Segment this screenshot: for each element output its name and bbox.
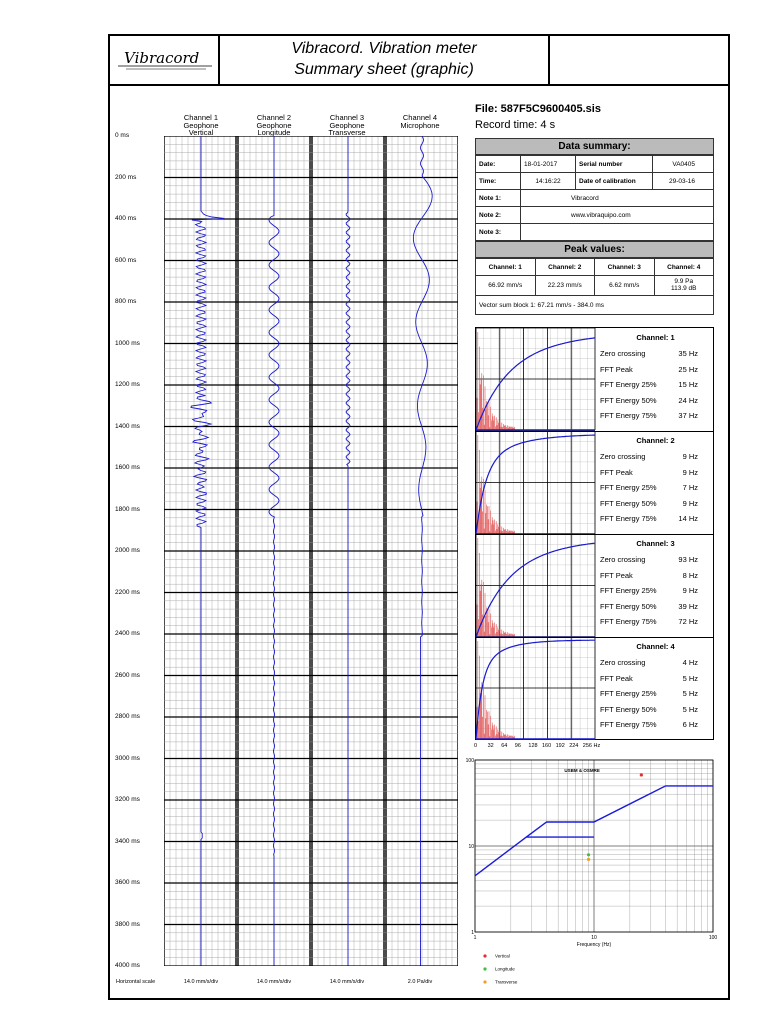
time-value: 14:16:22 bbox=[521, 173, 576, 190]
fft-spectrum bbox=[477, 538, 515, 637]
peak-header: Channel: 1 bbox=[476, 259, 536, 276]
peak-values-table bbox=[475, 258, 714, 315]
time-label: 2400 ms bbox=[115, 630, 140, 637]
time-label: 3600 ms bbox=[115, 879, 140, 886]
channel-header-line: Geophone bbox=[183, 120, 219, 130]
peak-value: 9.9 Pa bbox=[674, 278, 694, 285]
usbm-point bbox=[587, 853, 590, 856]
calibration-label: Date of calibration bbox=[576, 173, 653, 190]
peak-values-heading: Peak values: bbox=[475, 241, 714, 258]
fft-x-tick: 224 bbox=[569, 743, 579, 749]
legend-marker bbox=[483, 980, 486, 983]
fft-divider bbox=[475, 431, 714, 432]
fft-row-label: FFT Peak bbox=[600, 570, 633, 580]
time-label: 3800 ms bbox=[115, 920, 140, 928]
fft-row-value: 6 Hz bbox=[682, 720, 698, 729]
time-label: 200 ms bbox=[115, 173, 137, 181]
time-label: 1400 ms bbox=[115, 422, 140, 430]
channel-header-line: Longitude bbox=[257, 128, 291, 137]
time-label: 1200 ms bbox=[115, 381, 140, 388]
waveform-chart bbox=[164, 136, 458, 966]
fft-row-label: Zero crossing bbox=[600, 555, 646, 564]
usbm-x-tick: 100 bbox=[708, 935, 718, 941]
peak-header: Channel: 2 bbox=[535, 259, 595, 276]
fft-row-label: FFT Energy 75% bbox=[600, 411, 657, 420]
data-summary-table bbox=[475, 155, 714, 241]
channel-header-line: Channel 4 bbox=[402, 113, 438, 122]
channel-header bbox=[312, 114, 382, 137]
fft-row-value: 15 Hz bbox=[678, 380, 698, 389]
time-label: 400 ms bbox=[115, 215, 137, 222]
channel-scale: 14.0 mm/s/div bbox=[329, 979, 365, 985]
channel-header-line: Transverse bbox=[328, 128, 366, 137]
note3-value bbox=[521, 224, 714, 241]
usbm-osmre-chart bbox=[460, 752, 718, 988]
time-label: 3400 ms bbox=[115, 837, 140, 845]
fft-row-value: 24 Hz bbox=[678, 395, 698, 405]
data-summary-heading: Data summary: bbox=[475, 138, 714, 155]
channel-header bbox=[239, 114, 309, 137]
usbm-x-tick: 10 bbox=[591, 935, 597, 941]
header-divider bbox=[108, 84, 730, 86]
fft-channel-title: Channel: 2 bbox=[636, 436, 675, 445]
date-label: Date: bbox=[476, 156, 521, 173]
fft-row-label: FFT Peak bbox=[600, 467, 633, 477]
fft-row-label: FFT Energy 75% bbox=[600, 514, 657, 523]
fft-row-label: FFT Energy 50% bbox=[600, 601, 657, 611]
time-label: 2800 ms bbox=[115, 713, 140, 720]
fft-divider bbox=[475, 637, 714, 638]
time-label: 2000 ms bbox=[115, 547, 140, 554]
fft-chart bbox=[476, 637, 595, 739]
fft-spectrum bbox=[477, 435, 515, 534]
channel-scale: 14.0 mm/s/div bbox=[183, 979, 219, 985]
time-label: 3200 ms bbox=[115, 796, 140, 803]
fft-row-label: FFT Energy 25% bbox=[600, 689, 657, 698]
fft-row-label: FFT Energy 75% bbox=[600, 617, 657, 626]
peak-header: Channel: 4 bbox=[654, 259, 714, 276]
time-label: 3000 ms bbox=[115, 754, 140, 762]
usbm-x-label: Frequency (Hz) bbox=[576, 942, 612, 948]
fft-row-value: 93 Hz bbox=[678, 555, 698, 564]
fft-x-tick: 0 bbox=[474, 743, 478, 749]
calibration-value: 29-03-16 bbox=[653, 173, 714, 190]
fft-row-label: FFT Peak bbox=[600, 673, 633, 683]
channel-header-line: Channel 2 bbox=[256, 113, 292, 122]
channel-header-line: Geophone bbox=[256, 120, 292, 130]
note3-label: Note 3: bbox=[476, 224, 521, 241]
fft-x-tick: 128 bbox=[528, 743, 538, 749]
note1-value: Vibracord bbox=[521, 190, 714, 207]
legend-label: Vertical bbox=[495, 953, 510, 959]
usbm-y-tick: 100 bbox=[465, 758, 474, 764]
channel-scale: 14.0 mm/s/div bbox=[256, 979, 292, 985]
fft-channel-title: Channel: 3 bbox=[636, 539, 675, 548]
fft-row-value: 9 Hz bbox=[682, 467, 698, 477]
fft-row-label: FFT Peak bbox=[600, 364, 633, 374]
channel-header bbox=[385, 114, 455, 129]
time-label: 1600 ms bbox=[115, 464, 140, 471]
usbm-x-tick: 1 bbox=[473, 935, 477, 941]
fft-divider bbox=[475, 534, 714, 535]
fft-row-label: FFT Energy 50% bbox=[600, 395, 657, 405]
legend-marker bbox=[483, 967, 486, 970]
fft-row-label: FFT Energy 75% bbox=[600, 720, 657, 729]
horizontal-scale-label: Horizontal scale bbox=[116, 979, 156, 985]
fft-row-label: Zero crossing bbox=[600, 452, 646, 461]
time-label: Time: bbox=[476, 173, 521, 190]
note2-label: Note 2: bbox=[476, 207, 521, 224]
time-label: 2200 ms bbox=[115, 588, 140, 596]
note2-value: www.vibraquipo.com bbox=[521, 207, 714, 224]
time-label: 1000 ms bbox=[115, 339, 140, 347]
fft-row-label: FFT Energy 50% bbox=[600, 498, 657, 508]
channel-header-line: Channel 1 bbox=[183, 113, 219, 122]
serial-value: VA0405 bbox=[653, 156, 714, 173]
fft-row-label: FFT Energy 25% bbox=[600, 483, 657, 492]
fft-row-value: 4 Hz bbox=[682, 658, 698, 667]
file-name: File: 587F5C9600405.sis bbox=[475, 103, 601, 115]
fft-row-label: FFT Energy 25% bbox=[600, 380, 657, 389]
fft-channel-title: Channel: 1 bbox=[636, 333, 675, 342]
title-line-2: Summary sheet (graphic) bbox=[294, 61, 474, 78]
usbm-point bbox=[587, 858, 590, 861]
fft-chart bbox=[476, 534, 595, 637]
usbm-y-tick: 10 bbox=[468, 844, 474, 850]
fft-row-value: 5 Hz bbox=[682, 673, 698, 683]
usbm-point bbox=[640, 773, 643, 776]
fft-row-value: 5 Hz bbox=[682, 704, 698, 714]
serial-label: Serial number bbox=[576, 156, 653, 173]
time-label: 4000 ms bbox=[115, 962, 140, 969]
page-title bbox=[220, 38, 548, 80]
legend-label: Longitude bbox=[495, 966, 515, 972]
legend-label: Transverse bbox=[495, 979, 518, 985]
channel-header-line: Channel 3 bbox=[329, 113, 365, 122]
fft-x-tick: 160 bbox=[542, 743, 552, 749]
fft-row-value: 35 Hz bbox=[678, 349, 698, 358]
fft-x-tick: 96 bbox=[514, 743, 521, 749]
fft-row-value: 39 Hz bbox=[678, 601, 698, 611]
fft-row-value: 72 Hz bbox=[678, 617, 698, 626]
waveform-grid bbox=[164, 136, 458, 966]
time-label: 2600 ms bbox=[115, 671, 140, 679]
fft-row-label: Zero crossing bbox=[600, 658, 646, 667]
channel-scale: 2.0 Pa/div bbox=[407, 979, 433, 985]
peak-value: 22.23 mm/s bbox=[535, 276, 595, 296]
fft-spectrum bbox=[477, 332, 515, 430]
time-label: 0 ms bbox=[115, 132, 130, 139]
fft-x-tick: 192 bbox=[555, 743, 565, 749]
fft-row-value: 9 Hz bbox=[682, 586, 698, 595]
fft-x-tick: 256 Hz bbox=[582, 743, 601, 749]
channel-header-line: Microphone bbox=[400, 120, 440, 130]
fft-row-label: FFT Energy 25% bbox=[600, 586, 657, 595]
fft-chart bbox=[476, 328, 595, 430]
header-divider bbox=[548, 34, 550, 85]
date-value: 18-01-2017 bbox=[521, 156, 576, 173]
fft-row-label: Zero crossing bbox=[600, 349, 646, 358]
fft-row-value: 5 Hz bbox=[682, 689, 698, 698]
channel-header bbox=[166, 114, 236, 137]
note1-label: Note 1: bbox=[476, 190, 521, 207]
channel-header-line: Geophone bbox=[329, 120, 365, 130]
fft-row-value: 9 Hz bbox=[682, 498, 698, 508]
fft-row-value: 9 Hz bbox=[682, 452, 698, 461]
logo-text: Vibracord bbox=[124, 49, 200, 67]
usbm-title: USBM & OSMRE bbox=[564, 768, 600, 773]
peak-value: 6.62 mm/s bbox=[595, 276, 655, 296]
record-time: Record time: 4 s bbox=[475, 119, 556, 131]
vibracord-logo bbox=[116, 48, 214, 74]
peak-db: 113.9 dB bbox=[670, 284, 697, 292]
usbm-y-tick: 1 bbox=[471, 930, 474, 936]
fft-row-value: 7 Hz bbox=[682, 483, 698, 492]
fft-row-value: 37 Hz bbox=[678, 411, 698, 420]
time-label: 600 ms bbox=[115, 256, 137, 264]
fft-row-value: 14 Hz bbox=[678, 514, 698, 523]
vector-sum: Vector sum block 1: 67.21 mm/s - 384.0 ms bbox=[476, 296, 714, 315]
fft-row-value: 25 Hz bbox=[678, 364, 698, 374]
fft-row-value: 8 Hz bbox=[682, 570, 698, 580]
peak-header: Channel: 3 bbox=[595, 259, 655, 276]
fft-x-tick: 32 bbox=[487, 743, 494, 749]
fft-channel-title: Channel: 4 bbox=[636, 642, 675, 651]
fft-chart bbox=[476, 431, 595, 534]
title-line-1: Vibracord. Vibration meter bbox=[291, 40, 477, 57]
legend-marker bbox=[483, 954, 486, 957]
peak-value: 66.92 mm/s bbox=[476, 276, 536, 296]
channel-header-line: Vertical bbox=[188, 128, 214, 137]
time-label: 800 ms bbox=[115, 298, 137, 305]
fft-row-label: FFT Energy 50% bbox=[600, 704, 657, 714]
fft-x-tick: 64 bbox=[501, 743, 508, 749]
peak-value-ch4 bbox=[654, 276, 714, 296]
time-label: 1800 ms bbox=[115, 505, 140, 513]
